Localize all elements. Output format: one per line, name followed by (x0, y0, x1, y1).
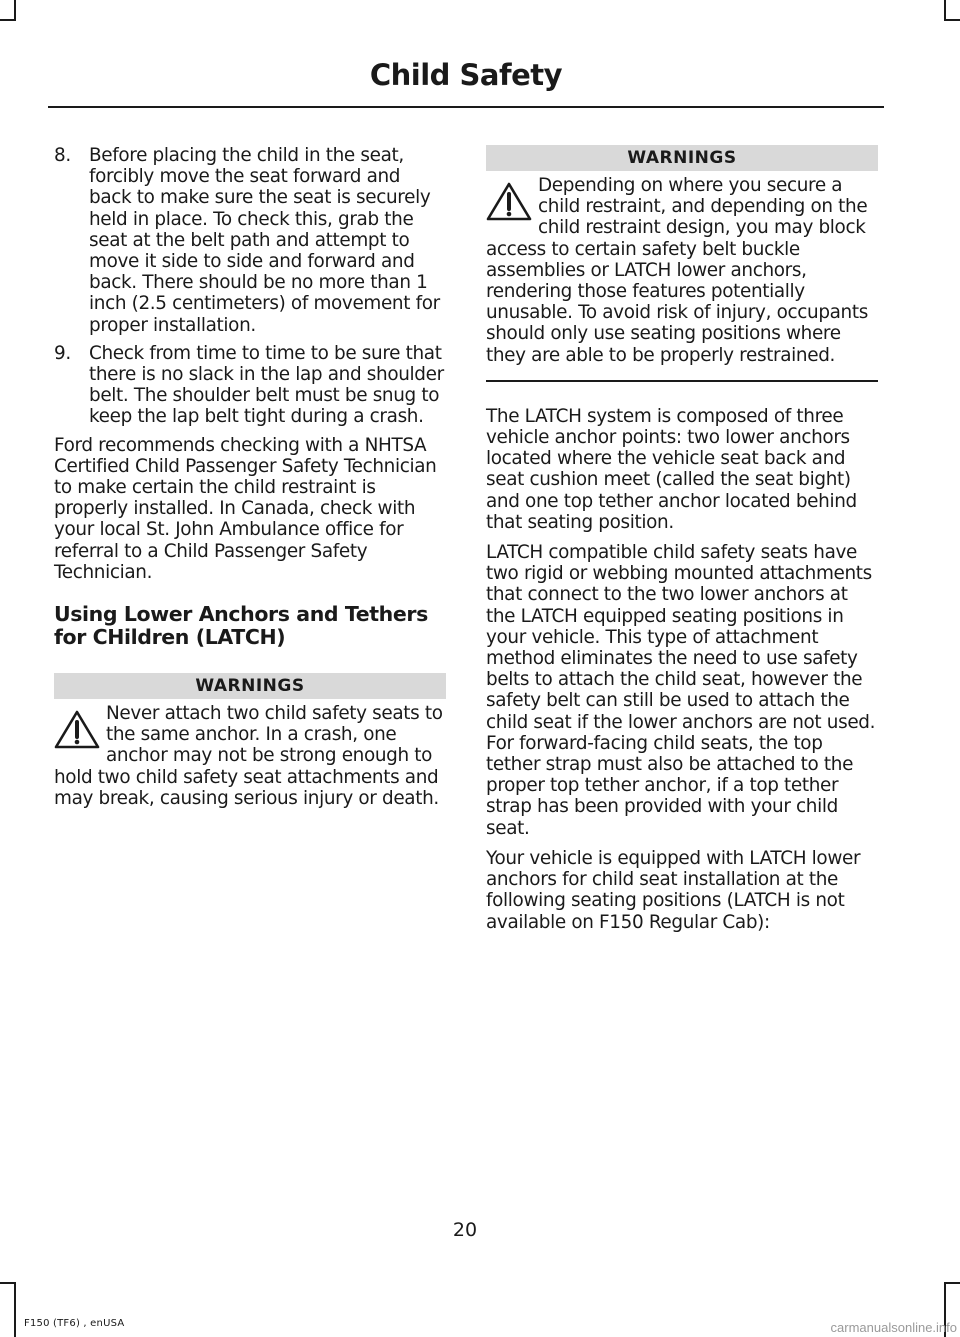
list-item-text: Before placing the child in the seat, forcibly move the seat forward and back to make sure the seat is securely held in place. To check this, grab the seat at the belt path and attempt to move it side to side and forward and back. There should be no more than 1 inch (2.5 centimeters) of movement for proper installation. (89, 145, 440, 336)
document-id: F150 (TF6) , enUSA (24, 1318, 125, 1329)
left-column (54, 145, 446, 809)
warning-header: WARNINGS (54, 673, 446, 699)
warning-triangle-icon (52, 707, 102, 751)
section-heading: Using Lower Anchors and Tethers for CHildren (LATCH) (54, 602, 428, 650)
page-number: 20 (452, 1219, 478, 1241)
crop-mark (14, 0, 16, 20)
warning-triangle-icon (484, 179, 534, 223)
warning-box (54, 673, 446, 809)
list-item-number: 8. (54, 145, 71, 166)
body-paragraph: LATCH compatible child safety seats have two rigid or webbing mounted attachments that connect to the two lower anchors at the LATCH equipped seating positions in your vehicle. This type of attachment method eliminates the need to use safety belts to attach the child seat, however the safety belt can still be used to attach the child seat if the lower anchors are not used. For forward-facing child seats, the top tether strap must also be attached to the proper top tether anchor, if a top tether strap has been provided with your child seat. (486, 542, 876, 839)
crop-mark (944, 0, 946, 20)
crop-mark (0, 1282, 16, 1284)
right-column (486, 145, 878, 942)
list-item (54, 145, 446, 336)
warning-text: Depending on where you secure a child restraint, and depending on the child restraint design, you may block access to certain safety belt buckle assemblies or LATCH lower anchors, rendering those features potentially unusable. To avoid risk of injury, occupants should only use seating positions where they are able to be properly restrained. (486, 175, 868, 366)
warning-body (54, 699, 446, 809)
page-title: Child Safety (369, 58, 562, 92)
warning-divider (486, 380, 878, 382)
body-paragraph: Your vehicle is equipped with LATCH lower anchors for child seat installation at the following seating positions (LATCH is not available on F150 Regular Cab): (486, 847, 861, 933)
watermark: carmanualsonline.info (830, 1320, 957, 1335)
warning-text: Never attach two child safety seats to the same anchor. In a crash, one anchor may not be strong enough to hold two child safety seat attachments and may break, causing serious injury or death. (54, 703, 443, 809)
warning-box (486, 145, 878, 382)
crop-mark (944, 19, 960, 21)
header-divider (48, 106, 884, 108)
crop-mark (0, 19, 16, 21)
list-item-number: 9. (54, 342, 71, 364)
list-item (54, 343, 446, 428)
crop-mark (14, 1282, 16, 1337)
warning-header: WARNINGS (486, 145, 878, 171)
crop-mark (944, 1282, 960, 1284)
body-paragraph: The LATCH system is composed of three vehicle anchor points: two lower anchors located where the vehicle seat back and seat cushion meet (called the seat bight) and one top tether anchor located behind that seating position. (486, 405, 857, 533)
warning-body (486, 171, 878, 366)
body-paragraph: Ford recommends checking with a NHTSA Certified Child Passenger Safety Technician to make certain the child restraint is properly installed. In Canada, check with your local St. John Ambulance office for referral to a Child Passenger Safety Technician. (54, 434, 437, 583)
list-item-text: Check from time to time to be sure that there is no slack in the lap and shoulder belt. The shoulder belt must be snug to keep the lap belt tight during a crash. (89, 342, 444, 428)
